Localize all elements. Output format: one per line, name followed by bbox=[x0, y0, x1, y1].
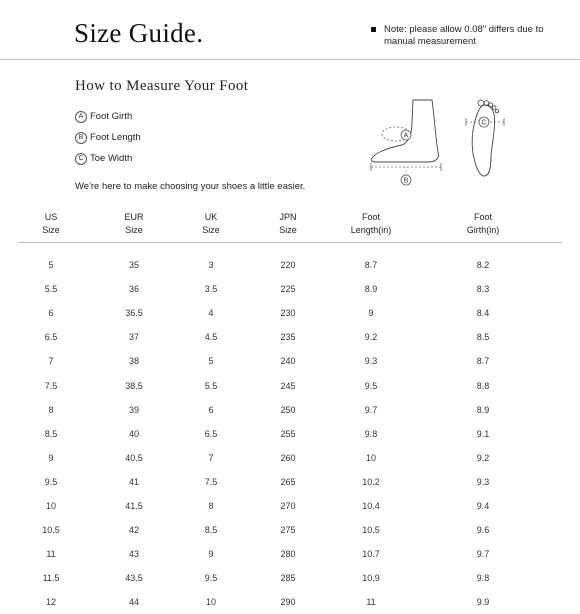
jpn-size-cell: 225 bbox=[280, 284, 296, 295]
toe-4 bbox=[492, 106, 496, 110]
jpn-size-cell: 265 bbox=[280, 476, 296, 487]
table-row bbox=[18, 243, 562, 278]
uk-size-cell: 3.5 bbox=[204, 284, 218, 295]
uk-size-cell: 5 bbox=[208, 356, 214, 367]
foot-girth-cell: 8.8 bbox=[476, 380, 490, 391]
foot-girth-cell: 9.9 bbox=[476, 597, 490, 608]
header-eur-size: EUR Size bbox=[84, 211, 184, 243]
uk-size-cell: 7 bbox=[208, 452, 214, 463]
foot-length-cell: 10.7 bbox=[362, 549, 380, 560]
foot-girth-cell: 9.8 bbox=[476, 573, 490, 584]
foot-length-cell: 9.2 bbox=[364, 332, 378, 343]
table-row bbox=[18, 349, 562, 373]
us-size-cell: 7 bbox=[48, 356, 54, 367]
uk-size-cell: 6.5 bbox=[204, 428, 218, 439]
header-us-size: US Size bbox=[18, 211, 84, 243]
table-row bbox=[18, 566, 562, 590]
legend-label: Toe Width bbox=[90, 153, 133, 164]
eur-size-cell: 40 bbox=[128, 428, 139, 439]
foot-girth-cell: 8.3 bbox=[476, 284, 490, 295]
us-size-cell: 9 bbox=[48, 452, 54, 463]
uk-size-cell: 5.5 bbox=[204, 380, 218, 391]
foot-length-cell: 8.7 bbox=[364, 260, 378, 271]
table-row bbox=[18, 542, 562, 566]
eur-size-cell: 36.5 bbox=[125, 308, 143, 319]
table-row bbox=[18, 494, 562, 518]
circle-a-icon: A bbox=[75, 111, 87, 123]
jpn-size-cell: 250 bbox=[280, 404, 296, 415]
us-size-cell: 11.5 bbox=[42, 573, 60, 584]
us-size-cell: 9.5 bbox=[44, 476, 58, 487]
diagram-mark-a-text: A bbox=[403, 132, 409, 140]
us-size-cell: 11 bbox=[46, 549, 56, 560]
jpn-size-cell: 285 bbox=[280, 573, 296, 584]
foot-length-cell: 9 bbox=[368, 308, 374, 319]
table-row bbox=[18, 470, 562, 494]
foot-girth-cell: 9.3 bbox=[476, 476, 490, 487]
uk-size-cell: 3 bbox=[208, 260, 214, 271]
us-size-cell: 6 bbox=[48, 308, 54, 319]
table-row bbox=[18, 518, 562, 542]
eur-size-cell: 35 bbox=[128, 260, 139, 271]
foot-girth-cell: 9.7 bbox=[476, 549, 490, 560]
eur-size-cell: 42 bbox=[128, 525, 139, 536]
jpn-size-cell: 270 bbox=[280, 500, 296, 511]
eur-size-cell: 41 bbox=[128, 476, 139, 487]
foot-length-cell: 10.2 bbox=[362, 476, 380, 487]
us-size-cell: 5 bbox=[48, 260, 54, 271]
us-size-cell: 8 bbox=[48, 404, 54, 415]
header-jpn-size: JPN Size bbox=[238, 211, 338, 243]
circle-c-icon: C bbox=[75, 153, 87, 165]
legend-label: Foot Length bbox=[90, 132, 141, 143]
foot-girth-cell: 9.1 bbox=[476, 428, 490, 439]
foot-sole-outline bbox=[472, 105, 494, 176]
jpn-size-cell: 240 bbox=[280, 356, 296, 367]
uk-size-cell: 6 bbox=[208, 404, 214, 415]
table-row bbox=[18, 590, 562, 614]
jpn-size-cell: 260 bbox=[280, 452, 296, 463]
eur-size-cell: 44 bbox=[128, 597, 139, 608]
jpn-size-cell: 245 bbox=[280, 380, 296, 391]
eur-size-cell: 38 bbox=[128, 356, 139, 367]
foot-girth-cell: 8.2 bbox=[476, 260, 490, 271]
foot-length-cell: 9.7 bbox=[364, 404, 378, 415]
foot-girth-cell: 8.5 bbox=[476, 332, 490, 343]
measure-heading: How to Measure Your Foot bbox=[75, 78, 249, 94]
legend-label: Foot Girth bbox=[90, 111, 133, 122]
us-size-cell: 6.5 bbox=[44, 332, 58, 343]
table-row bbox=[18, 398, 562, 422]
foot-girth-cell: 8.9 bbox=[476, 404, 490, 415]
circle-b-icon: B bbox=[75, 132, 87, 144]
uk-size-cell: 4 bbox=[208, 308, 214, 319]
table-header-row bbox=[18, 211, 562, 243]
jpn-size-cell: 280 bbox=[280, 549, 296, 560]
foot-length-cell: 8.9 bbox=[364, 284, 378, 295]
page-title: Size Guide. bbox=[74, 18, 204, 48]
foot-girth-cell: 8.4 bbox=[476, 308, 490, 319]
us-size-cell: 8.5 bbox=[44, 428, 58, 439]
foot-girth-cell: 9.6 bbox=[476, 525, 490, 536]
header-divider bbox=[0, 59, 580, 60]
table-row bbox=[18, 301, 562, 325]
eur-size-cell: 41.5 bbox=[125, 500, 143, 511]
us-size-cell: 7.5 bbox=[44, 380, 58, 391]
table-row bbox=[18, 446, 562, 470]
table-row bbox=[18, 325, 562, 349]
jpn-size-cell: 235 bbox=[280, 332, 296, 343]
eur-size-cell: 38.5 bbox=[125, 380, 143, 391]
eur-size-cell: 43.5 bbox=[125, 573, 143, 584]
foot-length-cell: 10.5 bbox=[362, 525, 380, 536]
foot-girth-cell: 8.7 bbox=[476, 356, 490, 367]
table-row bbox=[18, 277, 562, 301]
uk-size-cell: 9.5 bbox=[204, 573, 218, 584]
diagram-mark-b-text: B bbox=[403, 177, 409, 185]
header-foot-length: Foot Length(in) bbox=[338, 211, 404, 243]
foot-girth-cell: 9.2 bbox=[476, 452, 490, 463]
us-size-cell: 10.5 bbox=[42, 525, 60, 536]
us-size-cell: 12 bbox=[45, 597, 56, 608]
foot-length-cell: 11 bbox=[366, 597, 376, 608]
jpn-size-cell: 290 bbox=[280, 597, 296, 608]
jpn-size-cell: 275 bbox=[280, 525, 296, 536]
jpn-size-cell: 220 bbox=[280, 260, 296, 271]
toe-2 bbox=[484, 101, 489, 106]
eur-size-cell: 43 bbox=[128, 549, 139, 560]
us-size-cell: 10 bbox=[45, 500, 56, 511]
toe-5 bbox=[495, 110, 498, 113]
toe-3 bbox=[489, 103, 493, 107]
jpn-size-cell: 230 bbox=[280, 308, 296, 319]
eur-size-cell: 36 bbox=[128, 284, 139, 295]
uk-size-cell: 7.5 bbox=[204, 476, 218, 487]
size-chart-table bbox=[18, 211, 562, 614]
header-foot-girth: Foot Girth(in) bbox=[404, 211, 562, 243]
eur-size-cell: 37 bbox=[128, 332, 139, 343]
foot-length-cell: 9.5 bbox=[364, 380, 378, 391]
uk-size-cell: 10 bbox=[205, 597, 216, 608]
jpn-size-cell: 255 bbox=[280, 428, 296, 439]
uk-size-cell: 4.5 bbox=[204, 332, 218, 343]
table-row bbox=[18, 422, 562, 446]
foot-length-cell: 9.8 bbox=[364, 428, 378, 439]
tagline: We're here to make choosing your shoes a little easier. bbox=[75, 181, 306, 192]
toe-1 bbox=[478, 100, 484, 106]
diagram-mark-c-text: C bbox=[481, 119, 487, 127]
foot-measurement-diagram bbox=[362, 92, 522, 192]
eur-size-cell: 39 bbox=[128, 404, 139, 415]
foot-girth-cell: 9.4 bbox=[476, 500, 490, 511]
us-size-cell: 5.5 bbox=[44, 284, 58, 295]
uk-size-cell: 9 bbox=[208, 549, 214, 560]
foot-length-cell: 10.9 bbox=[362, 573, 380, 584]
foot-length-cell: 9.3 bbox=[364, 356, 378, 367]
foot-length-cell: 10.4 bbox=[362, 500, 380, 511]
uk-size-cell: 8 bbox=[208, 500, 214, 511]
table-row bbox=[18, 373, 562, 397]
uk-size-cell: 8.5 bbox=[204, 525, 218, 536]
foot-length-cell: 10 bbox=[365, 452, 376, 463]
square-bullet-icon bbox=[371, 27, 376, 32]
eur-size-cell: 40.5 bbox=[125, 452, 143, 463]
header-uk-size: UK Size bbox=[184, 211, 238, 243]
note-text: Note: please allow 0.08" differs due to manual measurement bbox=[384, 24, 544, 47]
